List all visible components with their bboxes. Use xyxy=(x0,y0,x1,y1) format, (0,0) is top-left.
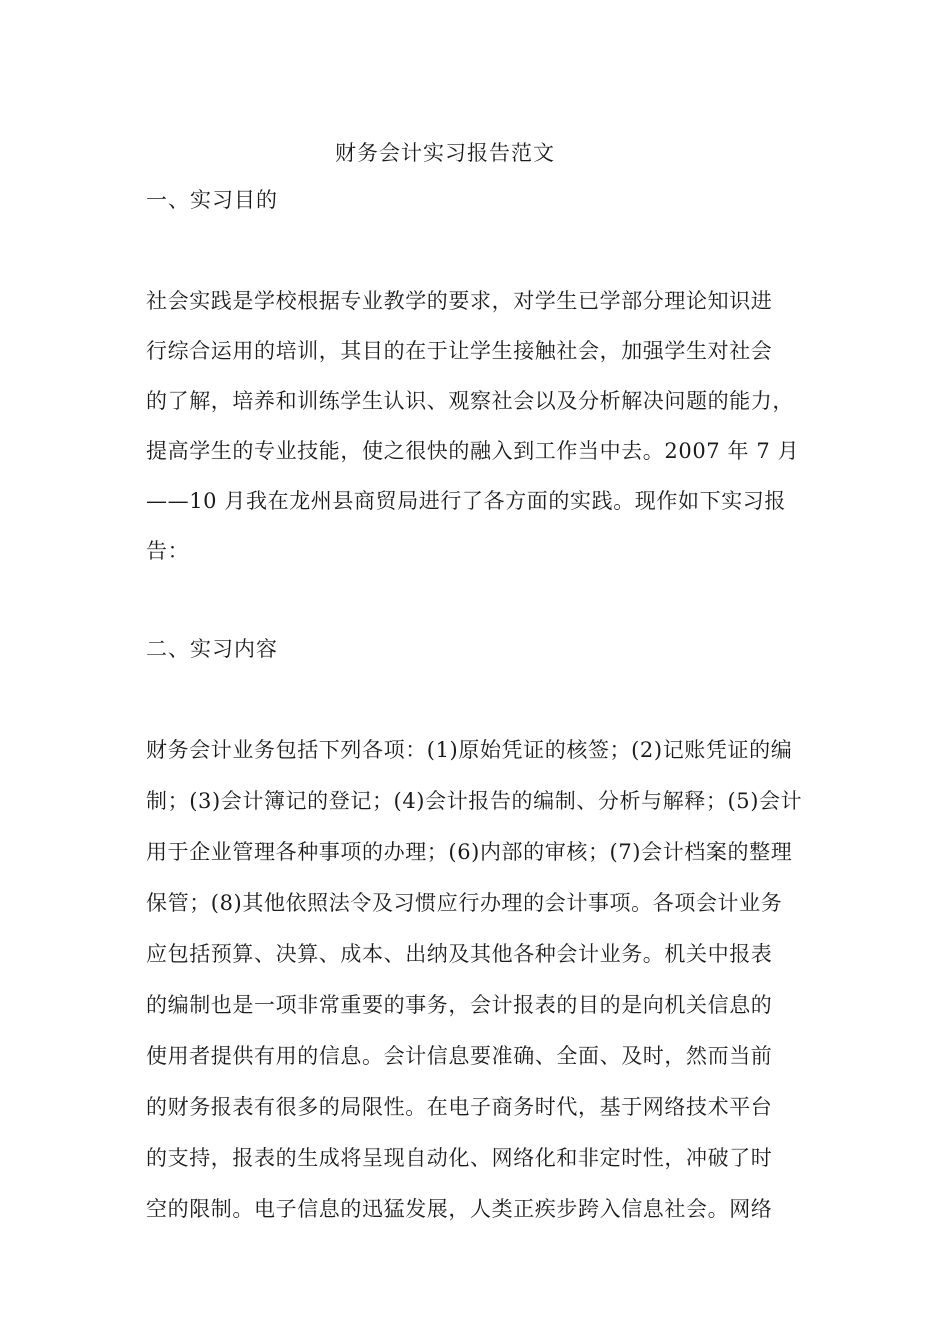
paragraph-line: 告： xyxy=(146,539,190,563)
paragraph-line: 用于企业管理各种事项的办理；(6)内部的审核；(7)会计档案的整理 xyxy=(146,840,793,864)
section-heading-content: 二、实习内容 xyxy=(146,637,278,661)
paragraph-line: 财务会计业务包括下列各项：(1)原始凭证的核签；(2)记账凭证的编 xyxy=(146,738,793,762)
objective-paragraph xyxy=(146,284,810,584)
paragraph-line: 行综合运用的培训，其目的在于让学生接触社会，加强学生对社会 xyxy=(146,339,773,363)
paragraph-line: 的编制也是一项非常重要的事务，会计报表的目的是向机关信息的 xyxy=(146,993,773,1017)
content-paragraph xyxy=(146,733,810,1243)
paragraph-line: 的支持，报表的生成将呈现自动化、网络化和非定时性，冲破了时 xyxy=(146,1146,773,1170)
paragraph-line: 保管；(8)其他依照法令及习惯应行办理的会计事项。各项会计业务 xyxy=(146,891,783,915)
section-heading-objective: 一、实习目的 xyxy=(146,188,278,212)
paragraph-line: 提高学生的专业技能，使之很快的融入到工作当中去。2007 年 7 月 xyxy=(146,439,800,463)
paragraph-line: 社会实践是学校根据专业教学的要求，对学生已学部分理论知识进 xyxy=(146,289,773,313)
paragraph-line: 应包括预算、决算、成本、出纳及其他各种会计业务。机关中报表 xyxy=(146,942,773,966)
paragraph-line: 空的限制。电子信息的迅猛发展，人类正疾步跨入信息社会。网络 xyxy=(146,1197,773,1221)
paragraph-line: 的财务报表有很多的局限性。在电子商务时代，基于网络技术平台 xyxy=(146,1095,773,1119)
paragraph-line: ——10 月我在龙州县商贸局进行了各方面的实践。现作如下实习报 xyxy=(146,489,786,513)
paragraph-line: 使用者提供有用的信息。会计信息要准确、全面、及时，然而当前 xyxy=(146,1044,773,1068)
paragraph-line: 的了解，培养和训练学生认识、观察社会以及分析解决问题的能力， xyxy=(146,389,794,413)
document-title: 财务会计实习报告范文 xyxy=(335,141,555,165)
paragraph-line: 制；(3)会计簿记的登记；(4)会计报告的编制、分析与解释；(5)会计 xyxy=(146,789,803,813)
